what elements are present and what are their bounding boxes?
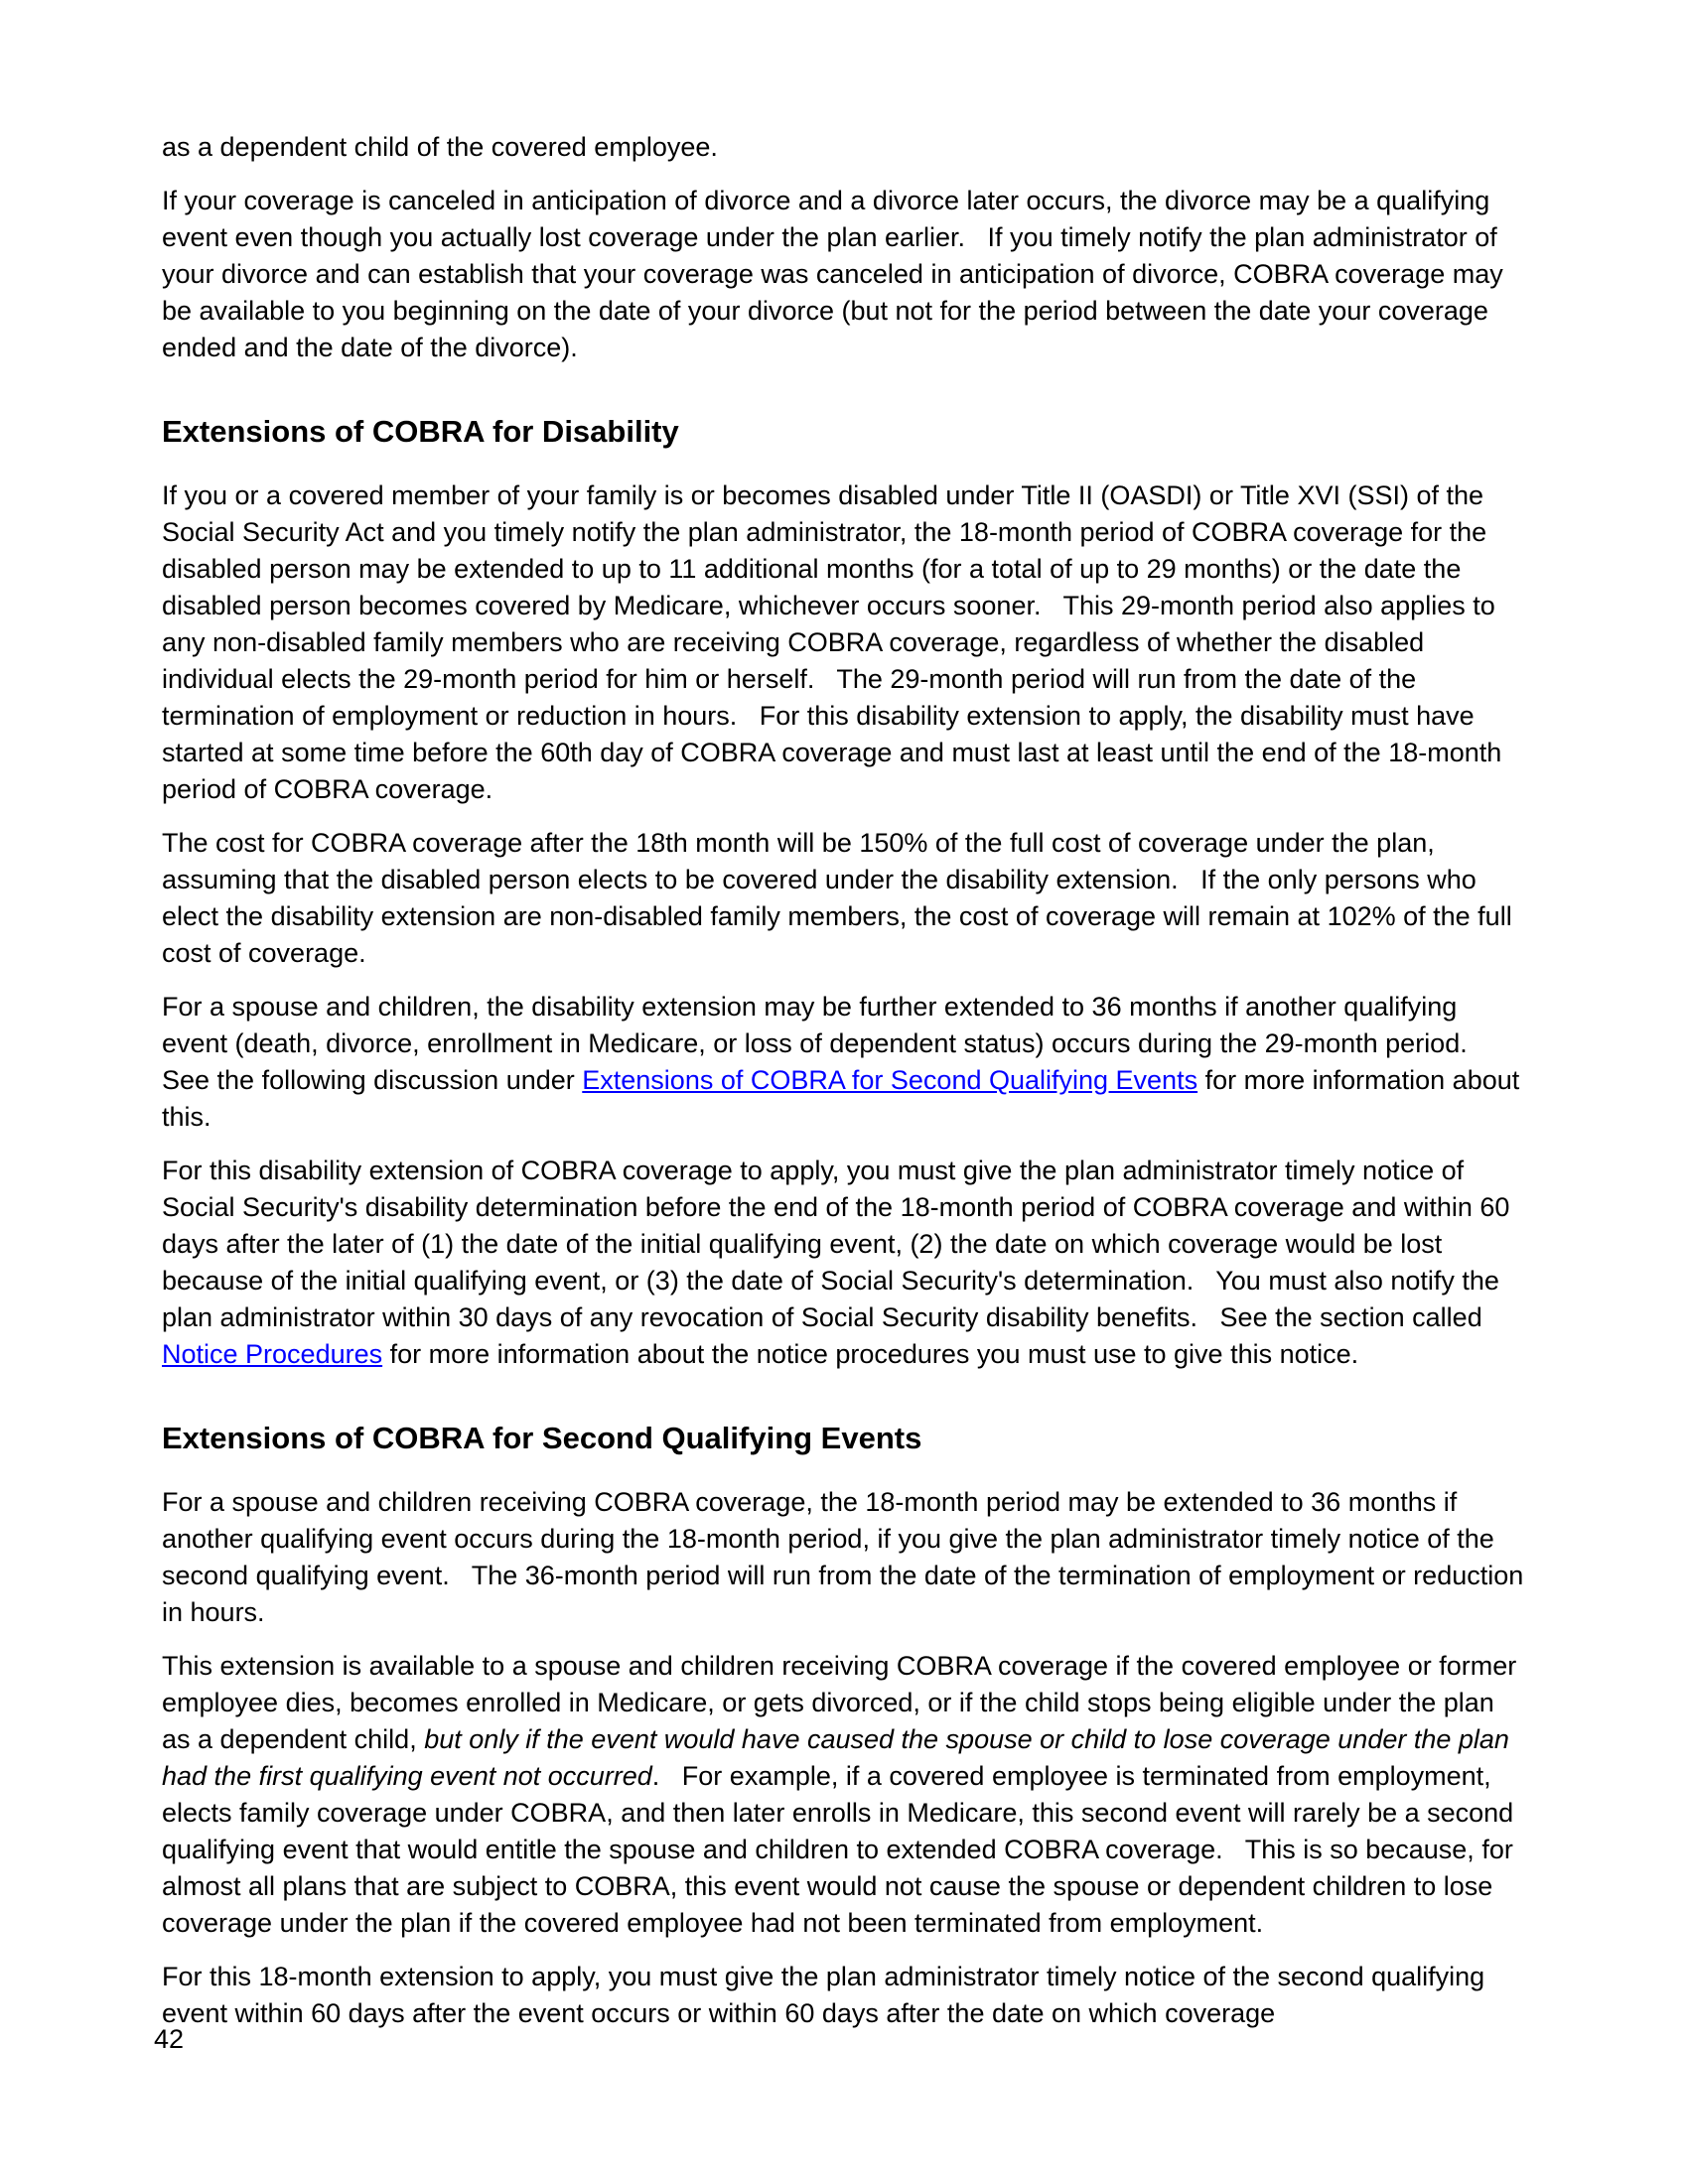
text-segment: . For example, if a covered employee is terminated from employment, elects family coverage under COBRA, and then later enrolls in Medicare, this second event will rarely be a second qualifying event that would entitle the spouse and children to extended COBRA coverage. This is so because, for almost all plans that are subject to COBRA, this event would not cause the spouse or dependent children to lose coverage under the plan if the covered employee had not been terminated from employment. bbox=[162, 1761, 1521, 1938]
paragraph-disability-extension-rules: If you or a covered member of your family is or becomes disabled under Title II (OASDI) or Title XVI (SSI) of the Social Security Act and you timely notify the plan administrator, the 18-month period of COBRA coverage for the disabled person may be extended to up to 11 additional months (for a total of up to 29 months) or the date the disabled person becomes covered by Medicare, whichever occurs sooner. This 29-month period also applies to any non-disabled family members who are receiving COBRA coverage, regardless of whether the disabled individual elects the 29-month period for him or herself. The 29-month period will run from the date of the termination of employment or reduction in hours. For this disability extension to apply, the disability must have started at some time before the 60th day of COBRA coverage and must last at least until the end of the 18-month period of COBRA coverage. bbox=[162, 480, 1509, 804]
paragraph-second-qualifying-extension: For a spouse and children receiving COBRA coverage, the 18-month period may be extended to 36 months if another qualifying event occurs during the 18-month period, if you give the plan administrator timely notice of the second qualifying event. The 36-month period will run from the date of the termination of employment or reduction in hours. bbox=[162, 1487, 1531, 1627]
text-segment: for more information about this. bbox=[162, 1065, 1527, 1132]
heading-extensions-of-cobra-for-disability: Extensions of COBRA for Disability bbox=[162, 414, 679, 449]
paragraph-second-event-availability bbox=[162, 1648, 1527, 1942]
paragraph-disability-notice-requirements bbox=[162, 1153, 1527, 1373]
page-number: 42 bbox=[154, 2024, 185, 2054]
text-segment: for more information about the notice procedures you must use to give this notice. bbox=[382, 1339, 1359, 1369]
paragraph-disability-extension-cost: The cost for COBRA coverage after the 18th month will be 150% of the full cost of coverage under the plan, assuming that the disabled person elects to be covered under the disability extension. If the only persons who elect the disability extension are non-disabled family members, the cost of coverage will remain at 102% of the full cost of coverage. bbox=[162, 828, 1520, 968]
text-segment: For this disability extension of COBRA coverage to apply, you must give the plan administrator timely notice of Social Security's disability determination before the end of the 18-month period of COBRA coverage and within 60 days after the later of (1) the date of the initial qualifying event, (2) the date on which coverage would be lost because of the initial qualifying event, or (3) the date of Social Security's determination. You must also notify the plan administrator within 30 days of any revocation of Social Security disability benefits. See the section called bbox=[162, 1156, 1517, 1332]
paragraph-disability-further-extension bbox=[162, 989, 1527, 1136]
heading-extensions-for-second-qualifying-events: Extensions of COBRA for Second Qualifying Events bbox=[162, 1421, 922, 1455]
text-segment: This extension is available to a spouse and children receiving COBRA coverage if the covered employee or former employee dies, becomes enrolled in Medicare, or gets divorced, or if the child stops being eligible under the plan as a dependent child, bbox=[162, 1651, 1524, 1754]
link-notice-procedures[interactable]: Notice Procedures bbox=[162, 1339, 383, 1369]
paragraph-divorce-anticipation: If your coverage is canceled in anticipation of divorce and a divorce later occurs, the divorce may be a qualifying event even though you actually lost coverage under the plan earlier. If you timely notify the plan administrator of your divorce and can establish that your coverage was canceled in anticipation of divorce, COBRA coverage may be available to you beginning on the date of your divorce (but not for the period between the date your coverage ended and the date of the divorce). bbox=[162, 186, 1511, 362]
paragraph-second-event-notice-deadline: For this 18-month extension to apply, you must give the plan administrator timely notice of the second qualifying event within 60 days after the event occurs or within 60 days after the date on which coverage bbox=[162, 1962, 1492, 2028]
text-segment: For a spouse and children, the disability extension may be further extended to 36 months if another qualifying event (death, divorce, enrollment in Medicare, or loss of dependent status) occurs during the 29-month period. See the following discussion under bbox=[162, 992, 1490, 1095]
document-body bbox=[162, 129, 1531, 2049]
paragraph-dependent-child-continuation: as a dependent child of the covered employee. bbox=[162, 132, 718, 162]
link-extensions-second-qualifying-events[interactable]: Extensions of COBRA for Second Qualifying Events bbox=[582, 1065, 1198, 1095]
emphasized-text: but only if the event would have caused the spouse or child to lose coverage under the plan had the first qualifying event not occurred bbox=[162, 1724, 1517, 1791]
